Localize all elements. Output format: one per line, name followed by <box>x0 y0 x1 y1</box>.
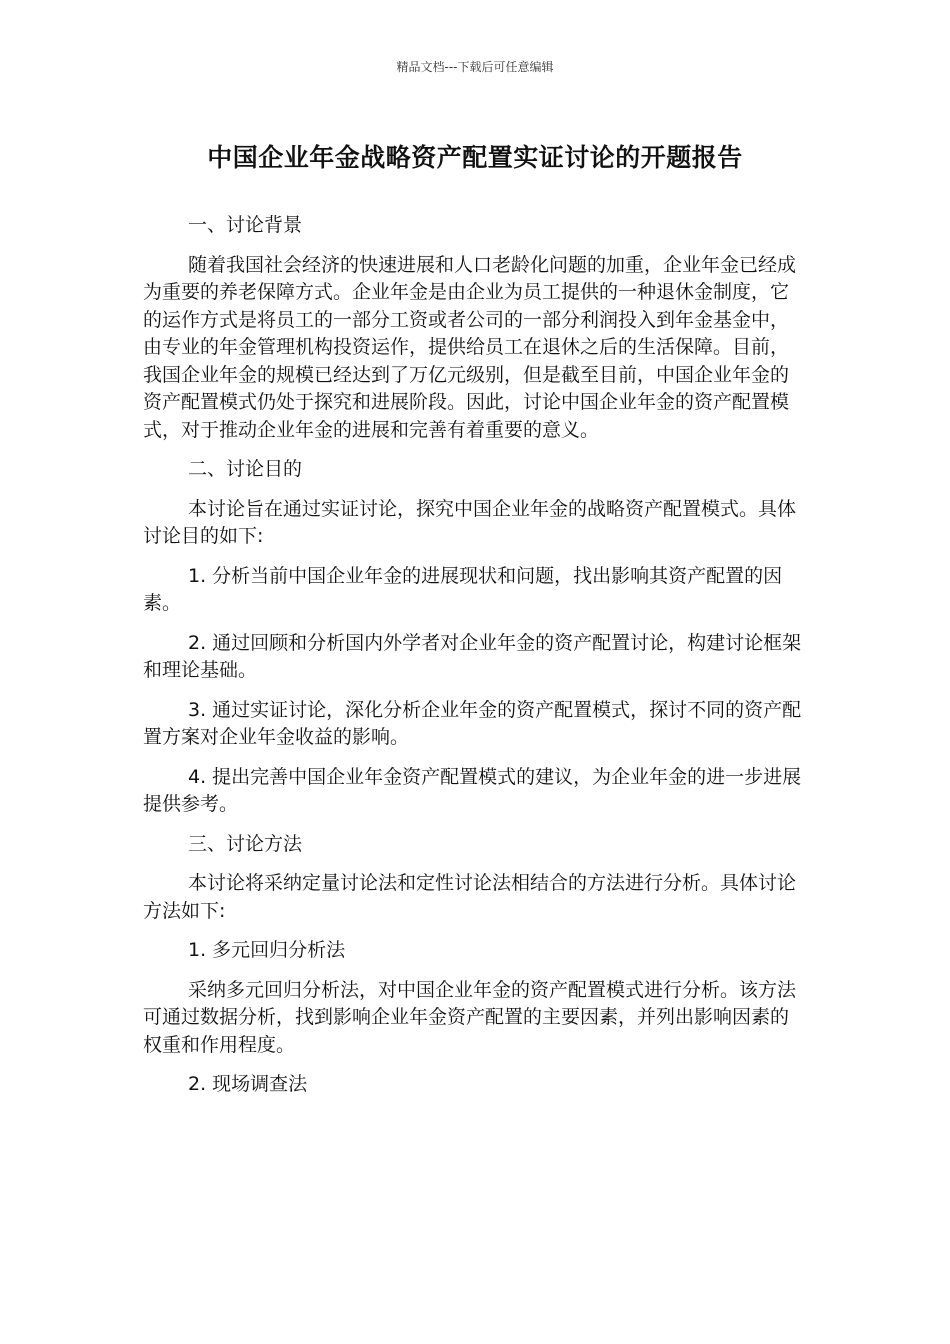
section-heading-background: 一、讨论背景 <box>188 214 303 236</box>
method-regression-paragraph: 采纳多元回归分析法，对中国企业年金的资产配置模式进行分析。该方法可通过数据分析，找到影响企业年金资产配置的主要因素，并列出影响因素的权重和作用程度。 <box>143 978 797 1056</box>
purpose-item-2: 2. 通过回顾和分析国内外学者对企业年金的资产配置讨论，构建讨论框架和理论基础。 <box>143 631 802 681</box>
purpose-intro-paragraph: 本讨论旨在通过实证讨论，探究中国企业年金的战略资产配置模式。具体讨论目的如下: <box>143 497 797 547</box>
purpose-item-4: 4. 提出完善中国企业年金资产配置模式的建议，为企业年金的进一步进展提供参考。 <box>143 765 802 815</box>
document-body <box>143 212 803 1111</box>
method-intro-paragraph: 本讨论将采纳定量讨论法和定性讨论法相结合的方法进行分析。具体讨论方法如下: <box>143 872 797 922</box>
purpose-item-1: 1. 分析当前中国企业年金的进展现状和问题，找出影响其资产配置的因素。 <box>143 564 783 614</box>
page-header-note: 精品文档---下载后可任意编辑 <box>396 60 554 74</box>
background-paragraph: 随着我国社会经济的快速进展和人口老龄化问题的加重，企业年金已经成为重要的养老保障方式。企业年金是由企业为员工提供的一种退休金制度，它的运作方式是将员工的一部分工资或者公司的一部分利润投入到年金基金中，由专业的年金管理机构投资运作，提供给员工在退休之后的生活保障。目前，我国企业年金的规模已经达到了万亿元级别，但是截至目前，中国企业年金的资产配置模式仍处于探究和进展阶段。因此，讨论中国企业年金的资产配置模式，对于推动企业年金的进展和完善有着重要的意义。 <box>143 253 797 441</box>
method-subheading-regression: 1. 多元回归分析法 <box>188 939 346 961</box>
method-subheading-field-survey: 2. 现场调查法 <box>188 1073 308 1095</box>
section-heading-purpose: 二、讨论目的 <box>188 458 303 480</box>
document-title: 中国企业年金战略资产配置实证讨论的开题报告 <box>207 143 743 172</box>
purpose-item-3: 3. 通过实证讨论，深化分析企业年金的资产配置模式，探讨不同的资产配置方案对企业年金收益的影响。 <box>143 698 802 748</box>
section-heading-method: 三、讨论方法 <box>188 832 303 855</box>
